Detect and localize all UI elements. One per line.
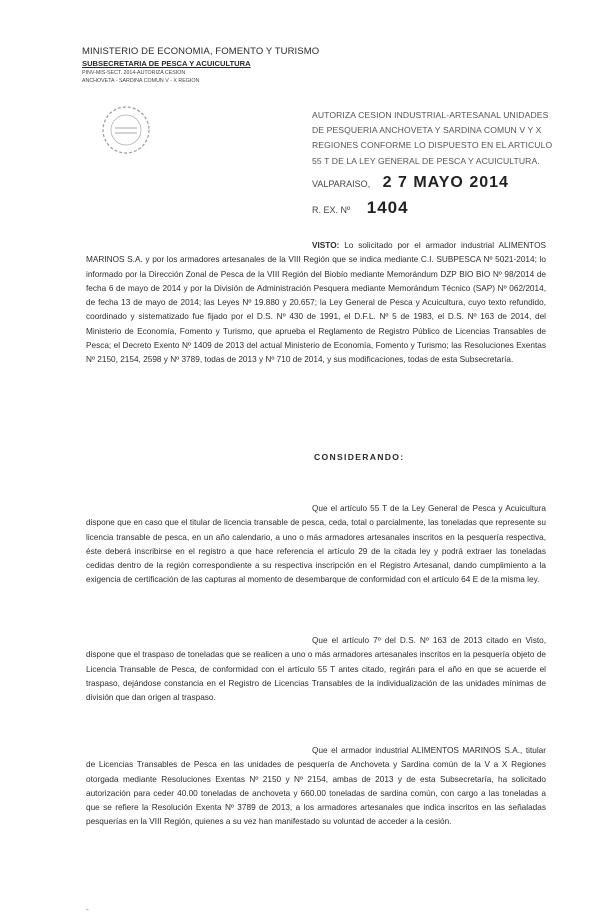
issue-date: 2 7 MAYO 2014 — [382, 174, 509, 191]
visto-label: VISTO: — [312, 241, 340, 250]
letterhead — [82, 46, 320, 85]
considerando-paragraph-1: Que el artículo 55 T de la Ley General de Pesca y Acuicultura dispone que en caso que el titular de licencia transable de pesca, ceda, total o parcialmente, las toneladas que represente su licencia transable de pesca, en un año calendario, a uno o más armadores artesanales inscritos en la pesquería respectiva, éste deberá inscribirse en el registro a que hace referencia el artículo 29 de la citada ley y podrá extraer las toneladas cedidas dentro de la región correspondiente a su respectiva inscripción en el Registro Artesanal, dando cumplimiento a la exigencia de certificación de las capturas al momento de desembarque de conformidad con el artículo 64 E de la misma ley. — [86, 504, 546, 585]
considerando-paragraph-2: Que el artículo 7º del D.S. Nº 163 de 2013 citado en Visto, dispone que el traspaso de toneladas que se realicen a uno o más armadores artesanales inscritos en la pesquería objeto de Licencia Transable de Pesca, de conformidad con el artículo 55 T antes citado, regirán para el año en que se acuerde el traspaso, dejándose constancia en el Registro de Licencias Transables de la individualización de las unidades mínimas de división que dan origen al traspaso. — [86, 636, 546, 703]
fishery-reference: ANCHOVETA - SARDINA COMUN V - X REGION — [82, 78, 200, 84]
visto-paragraph — [86, 239, 546, 368]
resolution-label: R. EX. Nº — [312, 205, 351, 215]
resolution-number: 1404 — [366, 198, 409, 217]
considerando-heading: CONSIDERANDO: — [314, 452, 405, 462]
date-line — [312, 174, 509, 192]
resolution-title: AUTORIZA CESION INDUSTRIAL-ARTESANAL UNIDADES DE PESQUERIA ANCHOVETA Y SARDINA COMUN V Y X REGIONES CONFORME LO DISPUESTO EN EL ARTICULO 55 T DE LA LEY GENERAL DE PESCA Y ACUICULTURA. — [312, 110, 553, 166]
considerando-paragraph-3: Que el armador industrial ALIMENTOS MARINOS S.A., titular de Licencias Transables de Pesca en las unidades de pesquería de Anchoveta y Sardina común de la V a X Regiones otorgada mediante Resoluciones Exentas Nº 2150 y Nº 2154, ambas de 2013 y de esta Subsecretaría, ha solicitado autorización para ceder 40.00 toneladas de anchoveta y 660.00 toneladas de sardina común, con cargo a las toneladas a que se refiere la Resolución Exenta Nº 3789 de 2013, a los armadores artesanales que indica inscritos en las señaladas pesquerías en la VIII Región, quienes a su vez han manifestado su voluntad de acceder a la cesión. — [86, 746, 546, 827]
city: VALPARAISO, — [312, 179, 371, 189]
visto-text: Lo solicitado por el armador industrial ALIMENTOS MARINOS S.A. y por los armadores artesanales de la VIII Región que se indica mediante C.I. SUBPESCA Nº 5021-2014; lo informado por la Dirección Zonal de Pesca de la VIII Región del Biobío mediante Memorándum DZP BIO BIO Nº 98/2014 de fecha 6 de mayo de 2014 y por la División de Administración Pesquera mediante Memorándum Técnico (SAP) Nº 062/2014, de fecha 13 de mayo de 2014; las Leyes Nº 19.880 y 20.657; la Ley General de Pesca y Acuicultura, cuyo texto refundido, coordinado y sistematizado fue fijado por el D.S. Nº 430 de 1991, el D.F.L. Nº 5 de 1983, el D.S. Nº 163 de 2014, del Ministerio de Economía, Fomento y Turismo, que aprueba el Reglamento de Registro Público de Licencias Transables de Pesca; el Decreto Exento Nº 1409 de 2013 del actual Ministerio de Economía, Fomento y Turismo; las Resoluciones Exentas Nº 2150, 2154, 2598 y Nº 3789, todas de 2013 y Nº 710 de 2014, y sus modificaciones, todas de esta Subsecretaría. — [86, 241, 546, 365]
official-stamp-icon — [100, 104, 152, 156]
ministry-name: MINISTERIO DE ECONOMIA, FOMENTO Y TURISMO — [82, 46, 320, 57]
undersecretariat-name: SUBSECRETARIA DE PESCA Y ACUICULTURA — [82, 59, 251, 68]
resolution-number-line — [312, 198, 409, 218]
page-footer-mark: - — [86, 905, 89, 914]
reference-code: PINV-MIS-SECT. 2014-AUTORIZA CESION — [82, 70, 186, 76]
